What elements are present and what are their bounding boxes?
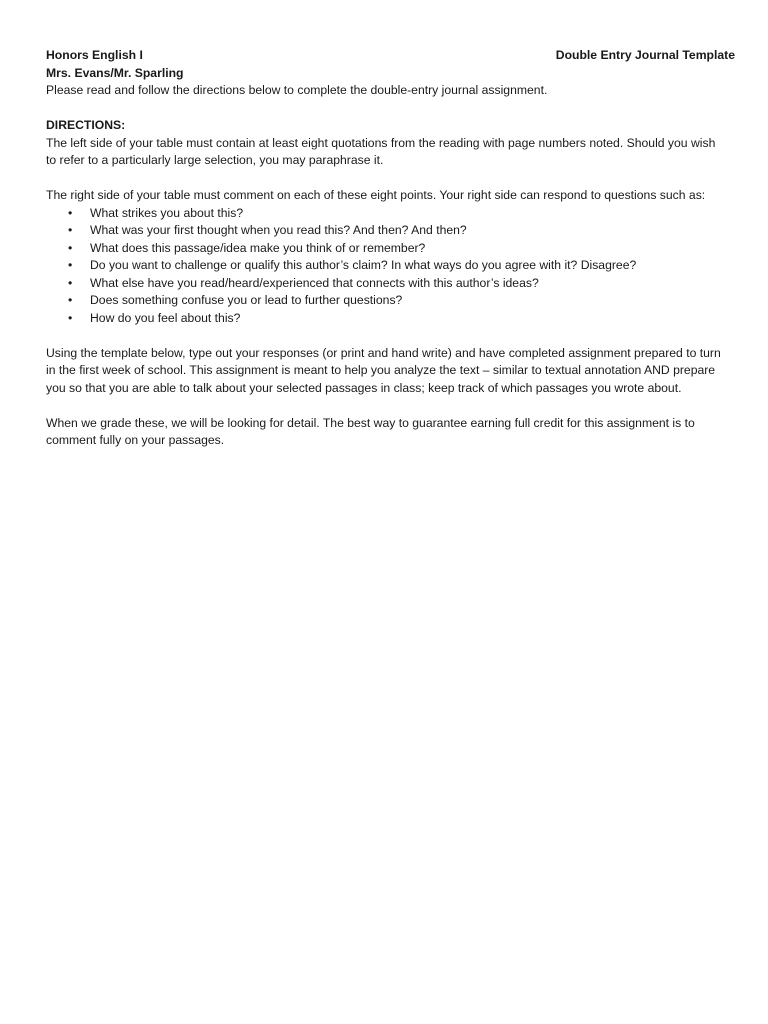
grading-paragraph: When we grade these, we will be looking for detail. The best way to guarantee earning full credit for this assignment is to comment fully on your passages. [46, 415, 695, 447]
list-item: • What does this passage/idea make you think of or remember? [68, 240, 726, 258]
list-item: • What else have you read/heard/experienced that connects with this author’s ideas? [68, 275, 726, 293]
question-list [46, 205, 726, 328]
list-item: • What was your first thought when you read this? And then? And then? [68, 222, 726, 240]
directions-heading: DIRECTIONS: [46, 118, 126, 132]
right-side-paragraph: The right side of your table must comment on each of these eight points. Your right side can respond to questions such as: [46, 188, 706, 202]
list-item: • How do you feel about this? [68, 310, 726, 328]
list-item: • What strikes you about this? [68, 205, 726, 223]
intro-paragraph: Please read and follow the directions below to complete the double-entry journal assignment. [46, 83, 548, 97]
left-side-paragraph: The left side of your table must contain at least eight quotations from the reading with page numbers noted. Should you wish to refer to a particularly large selection, you may paraphrase it. [46, 135, 716, 167]
list-item: • Do you want to challenge or qualify this author’s claim? In what ways do you agree with it? Disagree? [68, 257, 726, 275]
template-instructions-paragraph: Using the template below, type out your responses (or print and hand write) and have completed assignment prepared to turn in the first week of school. This assignment is meant to help you analyze the text – similar to textual annotation AND prepare you so that you are able to talk about your selected passages in class; keep track of which passages you wrote about. [46, 345, 721, 395]
list-item: • Does something confuse you or lead to further questions? [68, 292, 726, 310]
header-row [46, 47, 735, 65]
document-page [46, 47, 735, 450]
document-title: Double Entry Journal Template [555, 48, 735, 62]
course-name: Honors English I [46, 48, 143, 62]
teacher-names: Mrs. Evans/Mr. Sparling [46, 65, 184, 80]
